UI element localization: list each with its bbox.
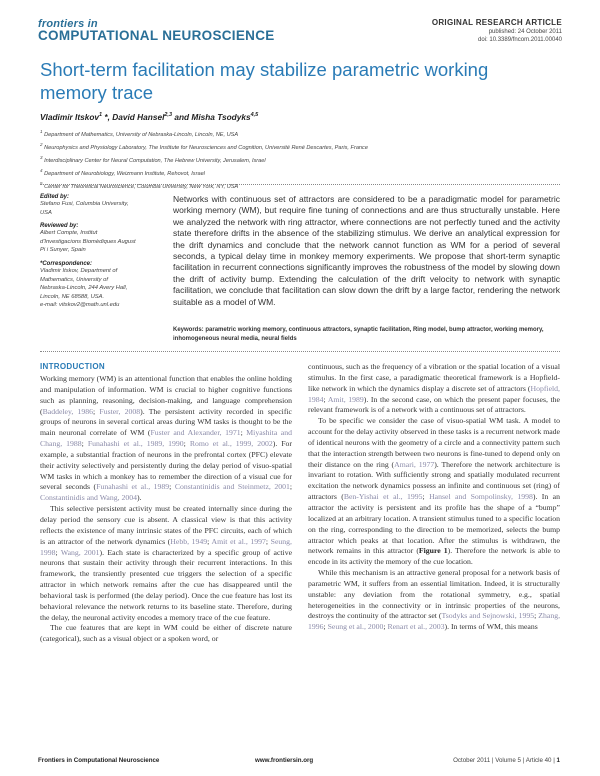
editorial-sidebar xyxy=(40,194,160,310)
affil-text: Interdisciplinary Center for Neural Computation, The Hebrew University, Jerusalem, Israel xyxy=(44,157,266,164)
paragraph: To be specific we consider the case of visuo-spatial WM task. A model to account for the delay activity observed in these tasks is a recurrent network made of identical neurons with the geometry of a circle and a connectivity pattern such that the interaction strength between two neurons is fine-tuned to depend only on their distance on the ring (Amari, 1977). Therefore the network architecture is invariant to rotation. With sufficiently strong and spatially modulated recurrent excitation the network dynamics possess an infinite and continuous set (ring) of attractors (Ben-Yishai et al., 1995; Hansel and Sompolinsky, 1998). In an attractor the activity is persistent and its profile has the shape of a “bump” localized at an arbitrary location. A transient stimulus tuned to a specific location on the ring, corresponding to the direction to be memorized, selects the bump attractor which peaks at that location. After the stimulus is withdrawn, the network remains in this attractor (Figure 1). Therefore the network is able to encode in its activity the memory of the cue location. xyxy=(308,416,560,567)
affil-number: 2 xyxy=(40,142,43,148)
citation-link[interactable]: Romo et al., 1999, 2002 xyxy=(189,439,273,449)
keywords-list: parametric working memory, continuous attractors, synaptic facilitation, Ring model, bump attractor, working memory, inhomogeneous neural media, neural fields xyxy=(173,327,544,342)
citation-link[interactable]: Wang, 2001 xyxy=(60,547,100,557)
citation-link[interactable]: Hebb, 1949 xyxy=(170,536,208,546)
citation-link[interactable]: Fuster, 2008 xyxy=(99,406,141,416)
footer-issue-text: October 2011 | Volume 5 | Article 40 | xyxy=(453,757,555,764)
author-list xyxy=(40,112,258,122)
affil-text: Department of Neurobiology, Weizmann Institute, Rehovot, Israel xyxy=(44,171,205,178)
footer-issue xyxy=(453,757,560,764)
publication-date[interactable]: published: 24 October 2011 xyxy=(488,29,562,35)
affil-text: Neurophysics and Physiology Laboratory, The Institute for Neurosciences and Cognition, Université René Descartes, Paris, France xyxy=(44,144,368,151)
paragraph: This selective persistent activity must be created internally since during the delay period the sensory cue is absent. A classical view is that this activity reflects the existence of many intrinsic states of the PFC circuits, each of which is an attractor of the network dynamics (Hebb, 1949; Amit et al., 1997; Seung, 1998; Wang, 2001). Each state is characterized by a specific group of active neurons that sustain their activity through their recurrent interactions. In this framework, the transiently presented cue triggers the selection of a specific attractor in which network remains after the cue has disappeared until the behavioral task is performed (the delay period). Once the cue feature has lost its behavioral relevance the network returns to its baseline state. Therefore, during the delay, the neuronal activity encodes a memory trace of the cue feature. xyxy=(40,504,293,622)
body-column-left xyxy=(40,374,292,645)
author-name[interactable]: Misha Tsodyks xyxy=(191,112,251,122)
citation-link[interactable]: Seung, 1998 xyxy=(40,536,292,557)
affil-number: 3 xyxy=(40,155,43,161)
doi-link[interactable]: doi: 10.3389/fncom.2011.00040 xyxy=(478,37,562,43)
reviewed-by-label: Reviewed by: xyxy=(40,223,79,230)
affil-number: 1 xyxy=(40,129,43,134)
affil-text: Department of Mathematics, University of Nebraska-Lincoln, Lincoln, NE, USA xyxy=(44,131,239,138)
figure-link[interactable]: Figure 1 xyxy=(418,546,448,556)
journal-logo-top: frontiers in xyxy=(38,18,98,30)
article-title: Short-term facilitation may stabilize parametric working memory trace xyxy=(40,59,489,103)
citation-link[interactable]: Hopfield, 1984 xyxy=(308,383,560,404)
correspondence-label: *Correspondence: xyxy=(40,260,93,267)
edited-by-label: Edited by: xyxy=(40,194,70,200)
citation-link[interactable]: Baddeley, 1986 xyxy=(42,406,94,416)
paragraph: continuous, such as the frequency of a vibration or the spatial location of a visual stimulus. In the first case, a paradigmatic theoretical framework is a Hopfield-like network in which the dynamics display a discrete set of attractors (Hopfield, 1984; Amit, 1989). In the second case, on which the present paper focuses, the relevant framework is of a network with a continuous set of attractors. xyxy=(308,362,560,415)
affiliation xyxy=(40,153,560,166)
paragraph: While this mechanism is an attractive general proposal for a network basis of parametric WM, it suffers from an essential limitation. Indeed, it is structurally unstable: any deviation from the rotational symmetry, e.g., spatial heterogeneities in the connectivity or in intrinsic properties of the neurons, destroys the continuity of the attractor set (Tsodyks and Sejnowski, 1995; Zhang, 1996; Seung et al., 2000; Renart et al., 2003). In terms of WM, this means xyxy=(308,568,561,632)
citation-link[interactable]: Funahashi et al., 1989, 1990 xyxy=(87,439,184,449)
abstract: Networks with continuous set of attractors are considered to be a paradigmatic model for parametric working memory (WM), but require fine tuning of connections and are thus structurally unstable. Here we analyzed the network with ring attractor, where connections are not perfectly tuned and the activity state therefore drifts in the absence of the stabilizing stimulus. We derive an analytical expression for the drift dynamics and conclude that the network cannot function as WM for a period of several seconds, a typical delay time in monkey memory experiments. We propose that short-term synaptic facilitation in recurrent connections significantly improves the robustness of the model by slowing down the drift of activity bump. Extending the calculation of the drift velocity to network with synaptic facilitation, we conclude that facilitation can slow down the drift by a large factor, rendering the network suitable as a model of WM. xyxy=(173,194,560,307)
author-separator: , xyxy=(107,112,113,122)
citation-link[interactable]: Amit, 1989 xyxy=(327,394,364,404)
article-type: ORIGINAL RESEARCH ARTICLE xyxy=(431,18,562,27)
affil-number: 4 xyxy=(40,168,43,174)
citation-link[interactable]: Miyashita and Chang, 1988 xyxy=(40,428,292,449)
footer-website-link[interactable]: www.frontiersin.org xyxy=(255,757,314,764)
author-name[interactable]: Vladimir Itskov xyxy=(40,112,100,122)
author-affil-sup: 1 xyxy=(99,112,103,119)
affiliation xyxy=(40,179,560,192)
divider xyxy=(40,351,560,352)
author-affil-sup: 4,5 xyxy=(250,112,259,119)
author-separator: and xyxy=(172,112,192,122)
corresponding-mark: * xyxy=(102,112,108,122)
affil-number: 5 xyxy=(40,181,43,187)
citation-link[interactable]: Amari, 1977 xyxy=(394,459,435,469)
citation-link[interactable]: Seung et al., 2000 xyxy=(327,622,384,632)
citation-link[interactable]: Funahashi et al., 1989 xyxy=(96,482,170,492)
paragraph: The cue features that are kept in WM could be either of discrete nature (categorical), such as a visual object or a spoken word, or xyxy=(40,623,292,644)
citation-link[interactable]: Renart et al., 2003 xyxy=(387,622,445,632)
citation-link[interactable]: Constantinidis and Steinmetz, 2001 xyxy=(174,482,290,492)
citation-link[interactable]: Hansel and Sompolinsky, 1998 xyxy=(429,492,533,502)
citation-link[interactable]: Zhang, 1996 xyxy=(308,611,561,632)
citation-link[interactable]: Ben-Yishai et al., 1995 xyxy=(343,492,423,502)
citation-link[interactable]: Fuster and Alexander, 1971 xyxy=(150,428,241,438)
affiliation xyxy=(40,127,560,140)
affiliation xyxy=(40,140,560,153)
paragraph: Working memory (WM) is an attentional function that enables the online holding and manipulation of information. WM is crucial to higher cognitive functions such as planning, reasoning, decision-making, and language comprehension (Baddeley, 1986; Fuster, 2008). The persistent activity recorded in specific groups of neurons in several cortical areas during WM tasks is thought to be the main neuronal correlate of WM (Fuster and Alexander, 1971; Miyashita and Chang, 1988; Funahashi et al., 1989, 1990; Romo et al., 1999, 2002). For example, a substantial fraction of neurons in the prefrontal cortex (PFC) elevate their activity selectively and persistently during the delay period of visuo-spatial WM tasks in which a monkey has to remember the direction of a visual cue for several seconds (Funahashi et al., 1989; Constantinidis and Steinmetz, 2001; Constantinidis and Wang, 2004). xyxy=(40,374,293,503)
footer-journal: Frontiers in Computational Neuroscience xyxy=(38,757,160,764)
keywords xyxy=(173,326,560,344)
keywords-label: Keywords: xyxy=(173,327,204,333)
citation-link[interactable]: Amit et al., 1997 xyxy=(211,536,266,546)
affiliation-list xyxy=(40,127,560,192)
divider xyxy=(40,184,560,185)
section-heading: INTRODUCTION xyxy=(40,362,105,371)
author-affil-sup: 2,3 xyxy=(164,112,173,119)
author-name[interactable]: David Hansel xyxy=(112,112,165,122)
affil-text: Center for Theoretical Neuroscience, Columbia University, New York, NY, USA xyxy=(44,184,239,191)
citation-link[interactable]: Constantinidis and Wang, 2004 xyxy=(40,493,137,503)
affiliation xyxy=(40,166,560,179)
page-number: 1 xyxy=(556,757,560,764)
reviewed-by: Albert Compte, Institut d'Investigacions Biomèdiques August Pi i Sunyer, Spain xyxy=(40,230,136,254)
correspondence: Vladimir Itskov, Department of Mathematics, University of Nebraska-Lincoln, 244 Avery Hall, Lincoln, NE 68588, USA. e-mail: vitskov2@math.unl.edu xyxy=(40,267,128,309)
citation-link[interactable]: Tsodyks and Sejnowski, 1995 xyxy=(441,611,535,621)
body-column-right xyxy=(308,362,560,633)
journal-logo-name: COMPUTATIONAL NEUROSCIENCE xyxy=(38,28,275,43)
edited-by: Stefano Fusi, Columbia University, USA xyxy=(40,201,129,216)
